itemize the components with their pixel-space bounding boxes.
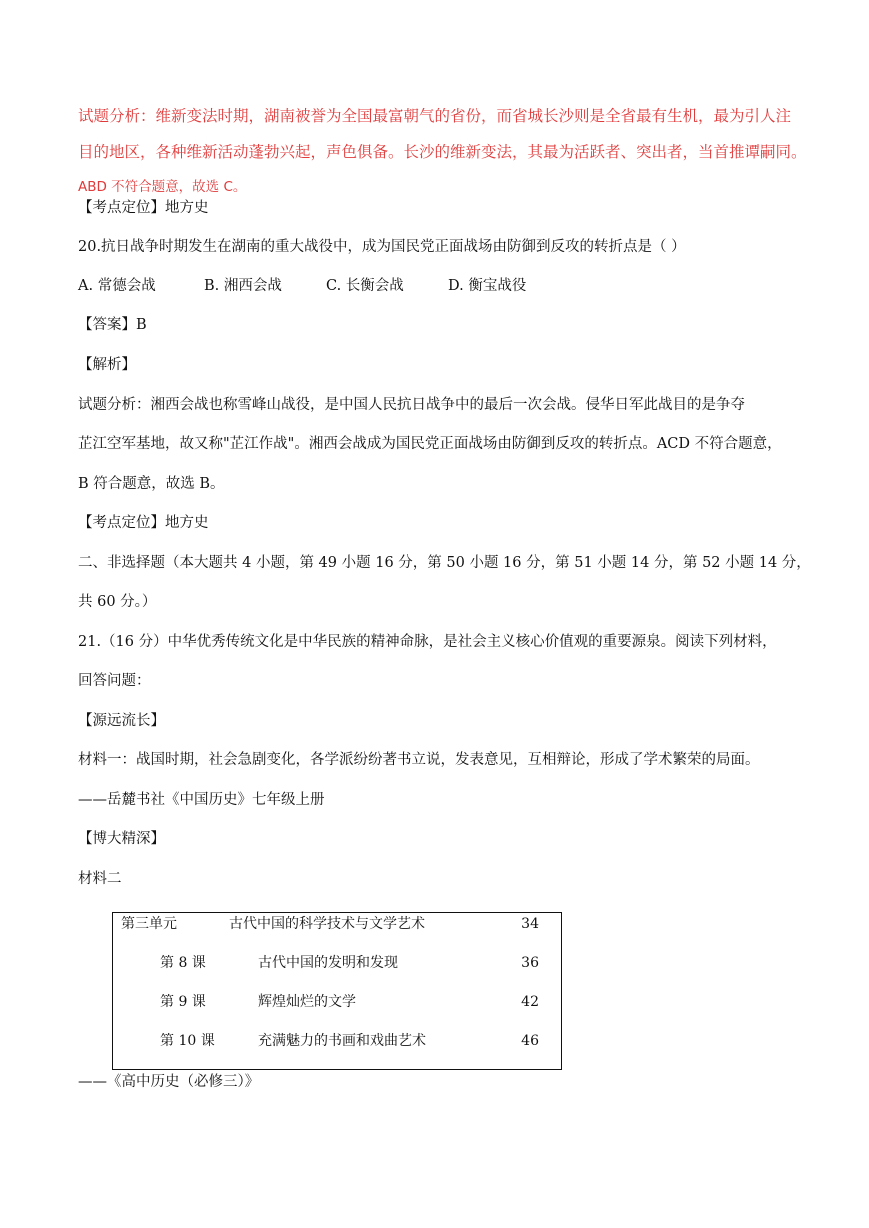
section-line-2: 共 60 分。） [78,594,157,610]
options-row [78,276,526,296]
lesson-page: 46 [521,1033,539,1049]
heading-boda: 【博大精深】 [78,831,165,847]
analysis-line-1: 试题分析：湘西会战也称雪峰山战役，是中国人民抗日战争中的最后一次会战。侵华日军此战目的是争夺 [78,397,745,413]
analysis-line-1: 试题分析：维新变法时期，湖南被誉为全国最富朝气的省份，而省城长沙则是全省最有生机，最为引人注 [78,107,792,125]
material-1: 材料一：战国时期，社会急剧变化，各学派纷纷著书立说，发表意见，互相辩论，形成了学术繁荣的局面。 [78,752,760,768]
analysis-line-2: 目的地区，各种维新活动蓬勃兴起，声色俱备。长沙的维新变法，其最为活跃者、突出者，当首推谭嗣同。 [78,143,807,161]
question-stem-line-2: 回答问题： [78,673,151,689]
lesson-page: 36 [521,955,539,971]
lesson-label: 第 9 课 [160,994,206,1010]
option-d: D. 衡宝战役 [448,278,527,294]
answer-label: 【答案】B [78,317,147,333]
lesson-page: 42 [521,994,539,1010]
lesson-label: 第 10 课 [160,1033,215,1049]
material-1-source: ——岳麓书社《中国历史》七年级上册 [78,792,325,808]
unit-page: 34 [521,916,539,932]
lesson-title: 充满魅力的书画和戏曲艺术 [258,1033,426,1049]
kaodian-label: 【考点定位】地方史 [78,200,209,216]
material-2-label: 材料二 [78,871,122,887]
analysis-line-2: 芷江空军基地，故又称"芷江作战"。湘西会战成为国民党正面战场由防御到反攻的转折点。ACD 不符合题意， [78,436,782,452]
option-a: A. 常德会战 [78,278,156,294]
section-line-1: 二、非选择题（本大题共 4 小题，第 49 小题 16 分，第 50 小题 16 分，第 51 小题 14 分，第 52 小题 14 分， [78,555,811,571]
heading-yuanyuan: 【源远流长】 [78,713,165,729]
lesson-label: 第 8 课 [160,955,206,971]
option-c: C. 长衡会战 [326,278,404,294]
unit-title: 古代中国的科学技术与文学艺术 [229,916,425,932]
lesson-title: 古代中国的发明和发现 [258,955,398,971]
unit-label: 第三单元 [121,916,177,932]
table-of-contents-box [112,912,562,1070]
question-stem: 20.抗日战争时期发生在湖南的重大战役中，成为国民党正面战场由防御到反攻的转折点是（ ） [78,239,686,255]
jiexi-label: 【解析】 [78,357,136,373]
lesson-title: 辉煌灿烂的文学 [258,994,356,1010]
material-2-source: ——《高中历史（必修三）》 [78,1074,260,1090]
question-stem-line-1: 21.（16 分）中华优秀传统文化是中华民族的精神命脉，是社会主义核心价值观的重要源泉。阅读下列材料， [78,634,777,650]
analysis-line-3: ABD 不符合题意，故选 C。 [78,179,247,195]
option-b: B. 湘西会战 [204,278,282,294]
kaodian-label: 【考点定位】地方史 [78,515,209,531]
analysis-line-3: B 符合题意，故选 B。 [78,476,225,492]
